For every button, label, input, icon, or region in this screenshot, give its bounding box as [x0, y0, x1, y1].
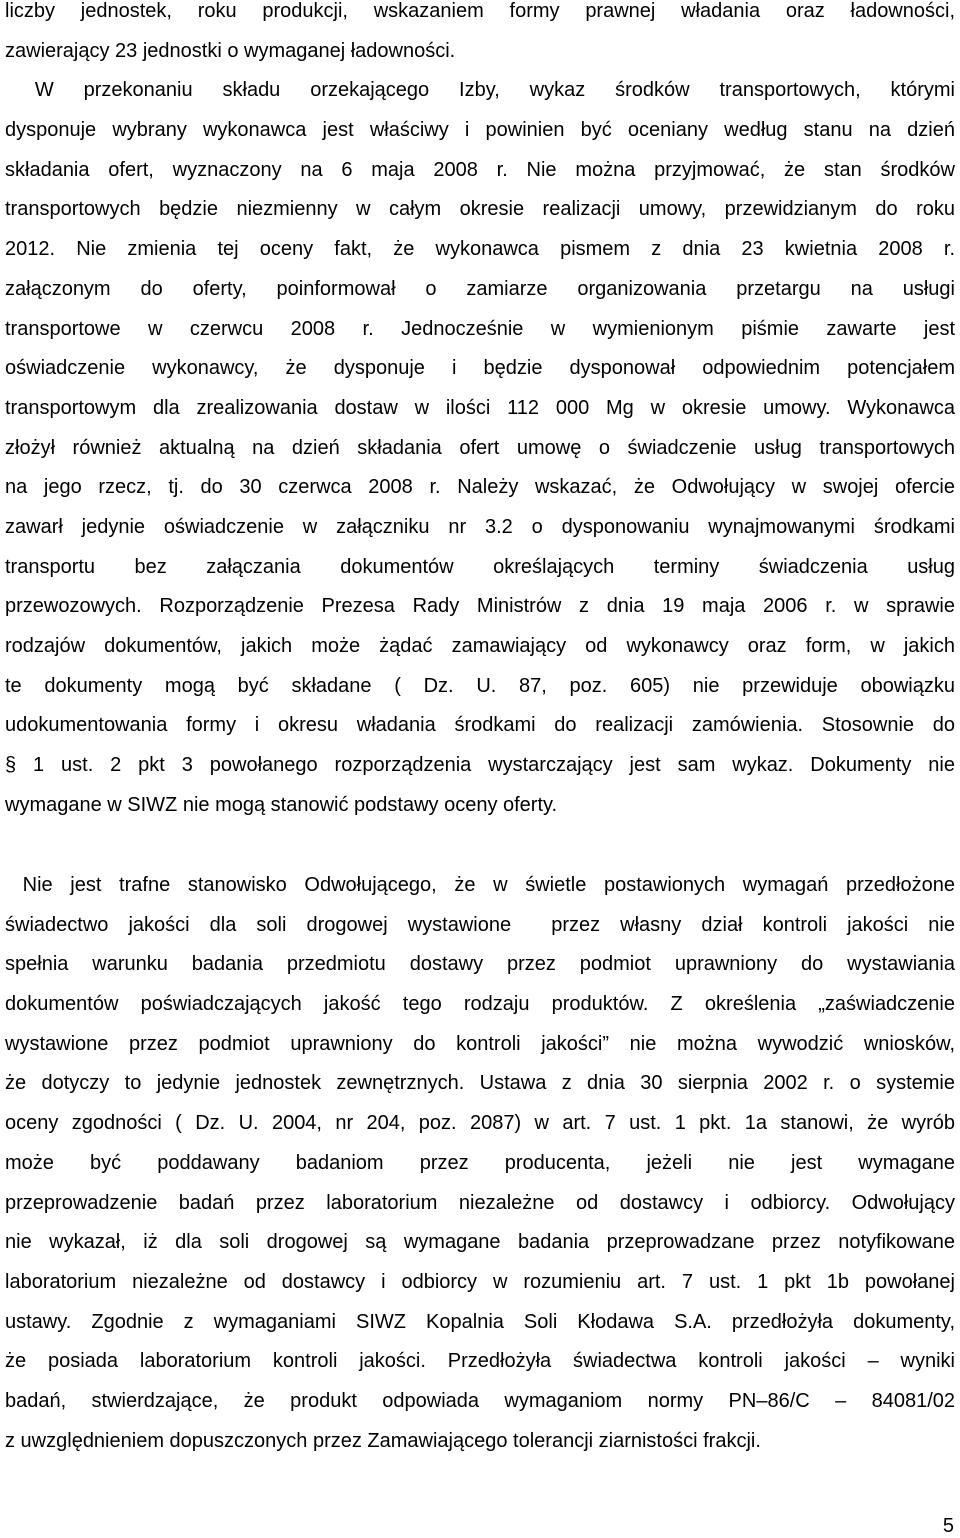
text-line: oceny zgodności ( Dz. U. 2004, nr 204, poz. 2087) w art. 7 ust. 1 pkt. 1a stanowi, że wyrób — [5, 1112, 955, 1135]
text-line: że dotyczy to jedynie jednostek zewnętrznych. Ustawa z dnia 30 sierpnia 2002 r. o systemie — [5, 1072, 955, 1095]
text-line: zawarł jedynie oświadczenie w załączniku nr 3.2 o dysponowaniu wynajmowanymi środkami — [5, 515, 955, 538]
text-line: składania ofert, wyznaczony na 6 maja 2008 r. Nie można przyjmować, że stan środków — [5, 158, 955, 181]
text-line: transportu bez załączania dokumentów określających terminy świadczenia usług — [5, 555, 955, 578]
text-line: wystawione przez podmiot uprawniony do kontroli jakości” nie można wywodzić wniosków, — [5, 1032, 955, 1055]
text-line: że posiada laboratorium kontroli jakości. Przedłożyła świadectwa kontroli jakości – wyniki — [5, 1350, 955, 1373]
text-line: dysponuje wybrany wykonawca jest właściwy i powinien być oceniany według stanu na dzień — [5, 119, 955, 142]
text-line: udokumentowania formy i okresu władania środkami do realizacji zamówienia. Stosownie do — [5, 714, 955, 737]
text-line: 2012. Nie zmienia tej oceny fakt, że wykonawca pismem z dnia 23 kwietnia 2008 r. — [5, 238, 955, 261]
text-line: laboratorium niezależne od dostawcy i odbiorcy w rozumieniu art. 7 ust. 1 pkt 1b powołanej — [5, 1270, 955, 1293]
text-line: te dokumenty mogą być składane ( Dz. U. 87, poz. 605) nie przewiduje obowiązku — [5, 674, 955, 697]
text-line: oświadczenie wykonawcy, że dysponuje i będzie dysponował odpowiednim potencjałem — [5, 357, 955, 380]
text-line: przeprowadzenie badań przez laboratorium niezależne od dostawcy i odbiorcy. Odwołujący — [5, 1191, 955, 1214]
text-line: z uwzględnieniem dopuszczonych przez Zamawiającego tolerancji ziarnistości frakcji. — [5, 1429, 761, 1452]
page-number: 5 — [942, 1515, 954, 1537]
text-line: przewozowych. Rozporządzenie Prezesa Rady Ministrów z dnia 19 maja 2006 r. w sprawie — [5, 595, 955, 618]
paragraph-2 — [5, 866, 955, 1461]
text-line: na jego rzecz, tj. do 30 czerwca 2008 r. Należy wskazać, że Odwołujący w swojej ofercie — [5, 476, 955, 499]
text-line: rodzajów dokumentów, jakich może żądać zamawiający od wykonawcy oraz form, w jakich — [5, 635, 955, 657]
text-line: ustawy. Zgodnie z wymaganiami SIWZ Kopalnia Soli Kłodawa S.A. przedłożyła dokumenty, — [5, 1310, 955, 1333]
text-line: liczby jednostek, roku produkcji, wskazaniem formy prawnej władania oraz ładowności, — [5, 0, 955, 22]
text-line: transportowych będzie niezmienny w całym okresie realizacji umowy, przewidzianym do roku — [5, 198, 955, 221]
text-line: wymagane w SIWZ nie mogą stanowić podstawy oceny oferty. — [5, 793, 558, 816]
text-line: złożył również aktualną na dzień składania ofert umowę o świadczenie usług transportowych — [5, 436, 955, 459]
paragraph-1 — [5, 0, 955, 825]
text-line: transportowym dla zrealizowania dostaw w ilości 112 000 Mg w okresie umowy. Wykonawca — [5, 396, 955, 419]
text-line: W przekonaniu składu orzekającego Izby, wykaz środków transportowych, którymi — [5, 79, 955, 102]
text-line: może być poddawany badaniom przez producenta, jeżeli nie jest wymagane — [5, 1151, 955, 1174]
text-line: zawierający 23 jednostki o wymaganej ładowności. — [5, 39, 456, 62]
text-line: spełnia warunku badania przedmiotu dostawy przez podmiot uprawniony do wystawiania — [5, 953, 955, 976]
text-line: dokumentów poświadczających jakość tego rodzaju produktów. Z określenia „zaświadczenie — [5, 993, 955, 1016]
text-line: badań, stwierdzające, że produkt odpowiada wymaganiom normy PN–86/C – 84081/02 — [5, 1389, 955, 1412]
text-line: świadectwo jakości dla soli drogowej wystawione przez własny dział kontroli jakości nie — [5, 913, 955, 936]
text-line: § 1 ust. 2 pkt 3 powołanego rozporządzenia wystarczający jest sam wykaz. Dokumenty nie — [5, 754, 955, 777]
text-line: transportowe w czerwcu 2008 r. Jednocześnie w wymienionym piśmie zawarte jest — [5, 317, 955, 340]
text-line: nie wykazał, iż dla soli drogowej są wymagane badania przeprowadzane przez notyfikowane — [5, 1231, 955, 1254]
text-line: Nie jest trafne stanowisko Odwołującego, że w świetle postawionych wymagań przedłożone — [5, 874, 955, 896]
text-line: załączonym do oferty, poinformował o zamiarze organizowania przetargu na usługi — [5, 277, 955, 300]
